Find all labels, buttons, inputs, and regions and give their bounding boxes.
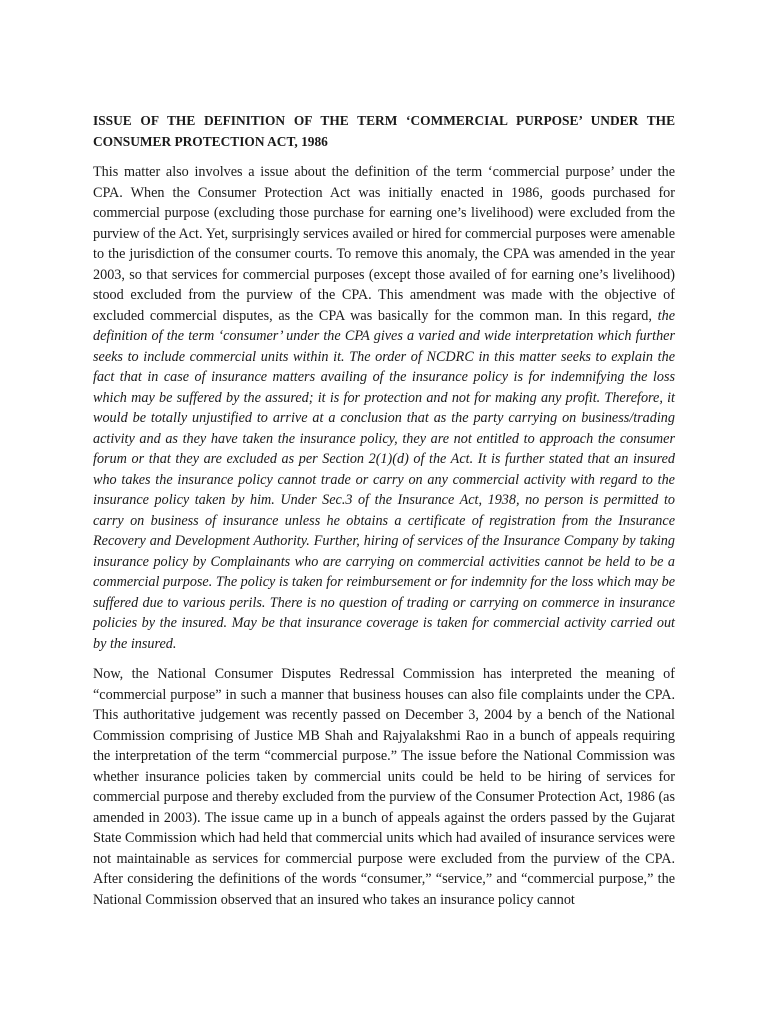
section-heading: ISSUE OF THE DEFINITION OF THE TERM ‘COMMERCIAL PURPOSE’ UNDER THE CONSUMER PROTECTION ACT, 1986: [93, 113, 675, 149]
paragraph-2: Now, the National Consumer Disputes Redressal Commission has interpreted the meaning of “commercial purpose” in such a manner that business houses can also file complaints under the CPA. This authoritative judgement was recently passed on December 3, 2004 by a bench of the National Commission comprising of Justice MB Shah and Rajyalakshmi Rao in a bunch of appeals requiring the interpretation of the term “commercial purpose.” The issue before the National Commission was whether insurance policies taken by commercial units could be held to be hiring of services for commercial purpose and thereby excluded from the purview of the Consumer Protection Act, 1986 (as amended in 2003). The issue came up in a bunch of appeals against the orders passed by the Gujarat State Commission which had held that commercial units which had availed of insurance services were not maintainable as services for commercial purpose were excluded from the purview of the CPA. After considering the definitions of the words “consumer,” “service,” and “commercial purpose,” the National Commission observed that an insured who takes an insurance policy cannot: [93, 666, 675, 908]
paragraph-1: [93, 162, 675, 654]
document-page: [93, 111, 675, 920]
paragraph-1-italic-text: the definition of the term ‘consumer’ under the CPA gives a varied and wide interpretation which further seeks to include commercial units within it. The order of NCDRC in this matter seeks to explain the fact that in case of insurance matters availing of the insurance policy is for indemnifying the loss which may be suffered by the assured; it is for protection and not for making any profit. Therefore, it would be totally unjustified to arrive at a conclusion that as the party carrying on business/trading activity and as they have taken the insurance policy, they are not entitled to approach the consumer forum or that they are excluded as per Section 2(1)(d) of the Act. It is further stated that an insured who takes the insurance policy cannot trade or carry on any commercial activity with regard to the insurance policy taken by him. Under Sec.3 of the Insurance Act, 1938, no person is permitted to carry on business of insurance unless he obtains a certificate of registration from the Insurance Recovery and Development Authority. Further, hiring of services of the Insurance Company by taking insurance policy by Complainants who are carrying on commercial activities cannot be held to be a commercial purpose. The policy is taken for reimbursement or for indemnity for the loss which may be suffered due to various perils. There is no question of trading or carrying on commerce in insurance policies by the insured. May be that insurance coverage is taken for commercial activity carried out by the insured.: [93, 307, 675, 652]
paragraph-1-text: This matter also involves a issue about the definition of the term ‘commercial purpose’ under the CPA. When the Consumer Protection Act was initially enacted in 1986, goods purchased for commercial purpose (excluding those purchase for earning one’s livelihood) were excluded from the purview of the Act. Yet, surprisingly services availed or hired for commercial purposes were amenable to the jurisdiction of the consumer courts. To remove this anomaly, the CPA was amended in the year 2003, so that services for commercial purposes (except those availed of for earning one’s livelihood) stood excluded from the purview of the CPA. This amendment was made with the objective of excluded commercial disputes, as the CPA was basically for the common man. In this regard,: [93, 164, 675, 324]
